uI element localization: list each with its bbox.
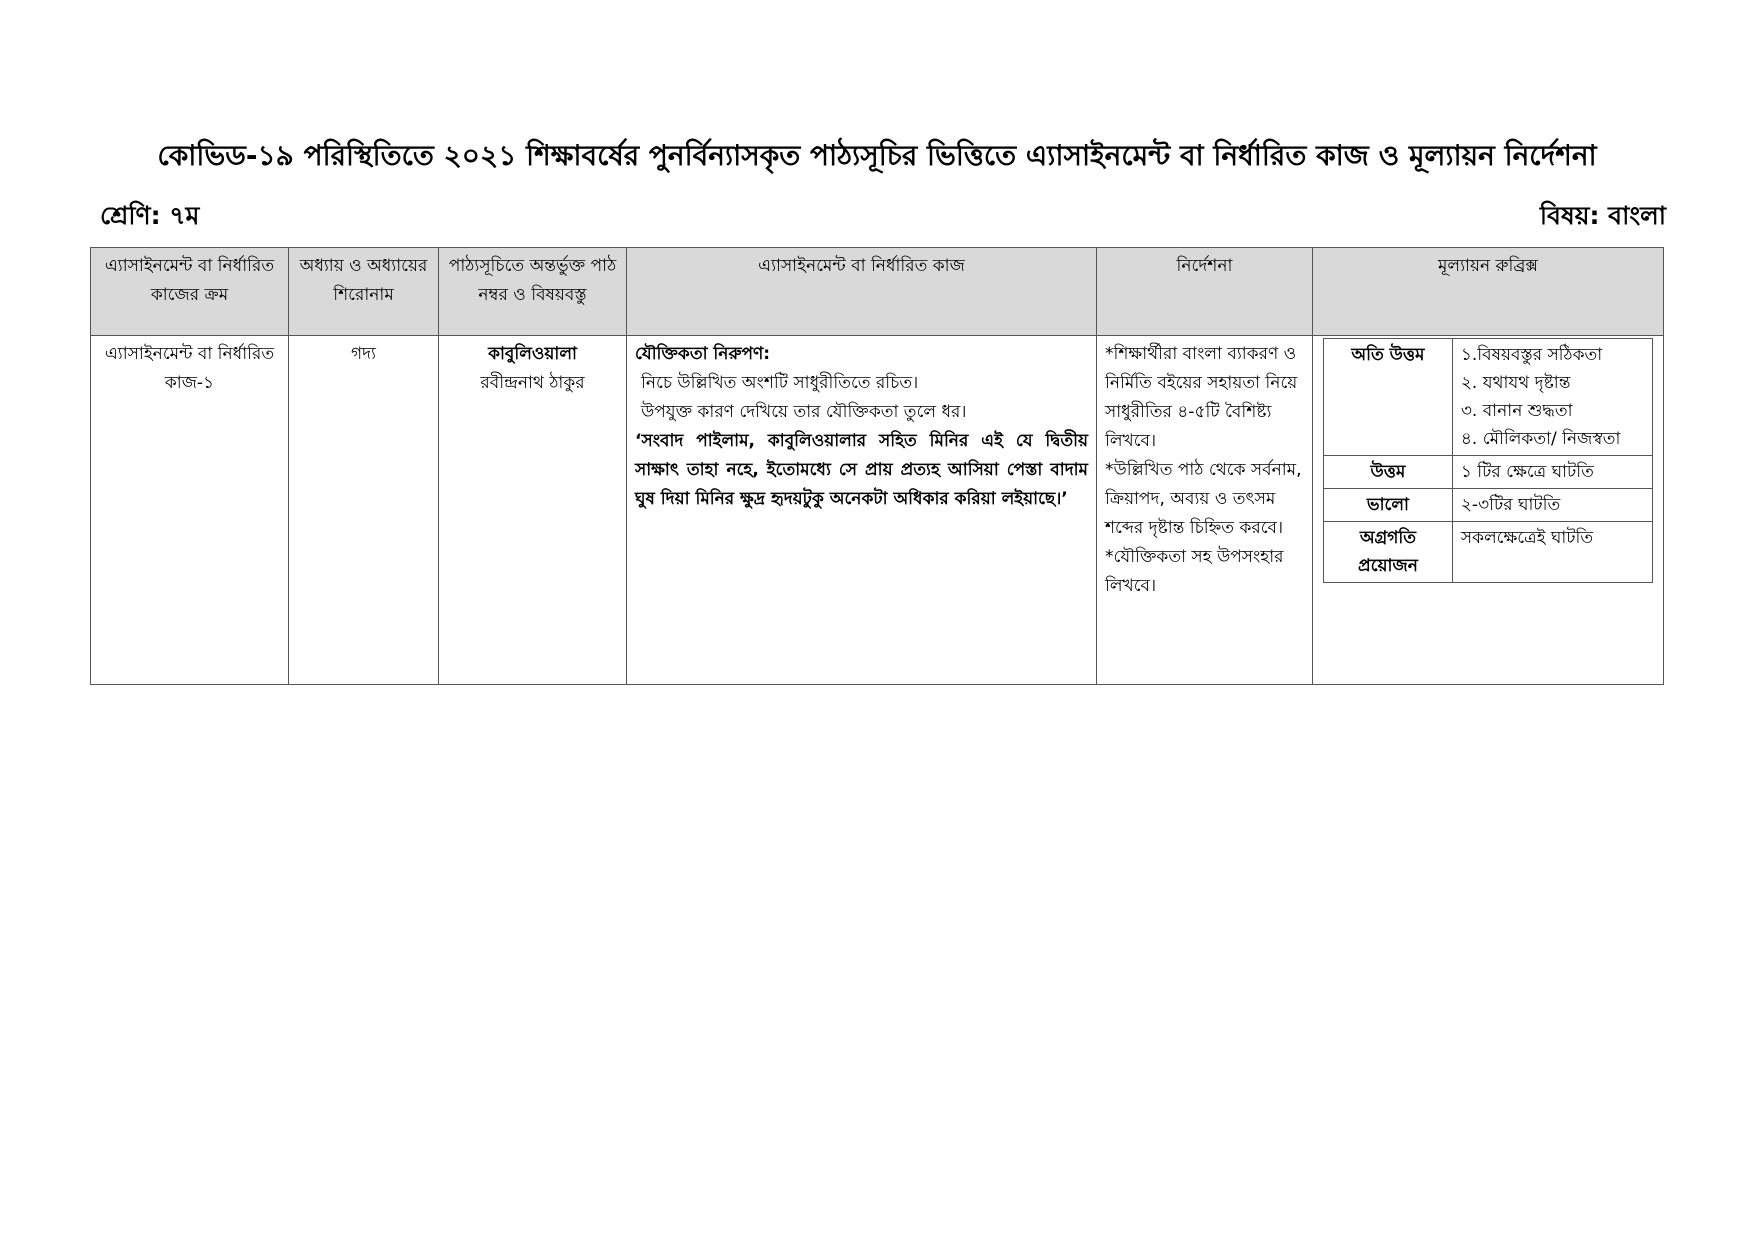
rubric-criterion: ১.বিষয়বস্তুর সঠিকতা [1460,345,1603,365]
rubric-criterion: ২-৩টির ঘাটতি [1452,489,1652,522]
rubric-level: ভালো [1324,489,1453,522]
cell-rubric [1313,336,1664,685]
header-assignment-task: এ্যাসাইনমেন্ট বা নির্ধারিত কাজ [627,248,1097,336]
rubric-row [1324,456,1653,489]
header-rubric: মূল্যায়ন রুব্রিক্স [1313,248,1664,336]
cell-task [627,336,1097,685]
subject-label: বিষয়: বাংলা [1539,201,1666,230]
document-title: কোভিড-১৯ পরিস্থিতিতে ২০২১ শিক্ষাবর্ষের পুনর্বিন্যাসকৃত পাঠ্যসূচির ভিত্তিতে এ্যাসাইনমেন্ট বা নির্ধারিত কাজ ও মূল্যায়ন নির্দেশনা [157,139,1597,172]
assignment-table [90,247,1664,685]
class-label: শ্রেণি: ৭ম [100,201,200,230]
lesson-author: রবীন্দ্রনাথ ঠাকুর [480,373,585,393]
task-quote: ‘সংবাদ পাইলাম, কাবুলিওয়ালার সহিত মিনির এই যে দ্বিতীয় সাক্ষাৎ তাহা নহে, ইতোমধ্যে সে প্রায় প্রত্যহ আসিয়া পেস্তা বাদাম ঘুষ দিয়া মিনির ক্ষুদ্র হৃদয়টুকু অনেকটা অধিকার করিয়া লইয়াছে।’ [635,431,1088,509]
rubric-criterion: সকলক্ষেত্রেই ঘাটতি [1452,522,1652,583]
rubric-row [1324,522,1653,583]
rubric-table [1323,338,1653,583]
lesson-title: কাবুলিওয়ালা [488,344,577,364]
header-lesson: পাঠ্যসূচিতে অন্তর্ভুক্ত পাঠ নম্বর ও বিষয়বস্তু [439,248,627,336]
rubric-level: উত্তম [1324,456,1453,489]
table-header-row [91,248,1664,336]
rubric-row [1324,339,1653,456]
rubric-level: অগ্রগতি প্রয়োজন [1324,522,1453,583]
rubric-level: অতি উত্তম [1324,339,1453,456]
rubric-criterion: ৩. বানান শুদ্ধতা [1460,401,1573,421]
instruction-item: *উল্লিখিত পাঠ থেকে সর্বনাম, ক্রিয়াপদ, অব্যয় ও তৎসম শব্দের দৃষ্টান্ত চিহ্নিত করবে। [1105,460,1302,538]
task-heading: যৌক্তিকতা নিরুপণ: [635,344,771,364]
task-line-2: উপযুক্ত কারণ দেখিয়ে তার যৌক্তিকতা তুলে ধর। [641,402,967,422]
rubric-criterion: ৪. মৌলিকতা/ নিজস্বতা [1460,429,1621,449]
cell-lesson [439,336,627,685]
cell-instructions [1097,336,1313,685]
rubric-criterion: ২. যথাযথ দৃষ্টান্ত [1460,373,1571,393]
task-line-1: নিচে উল্লিখিত অংশটি সাধুরীতিতে রচিত। [641,373,919,393]
instruction-item: *শিক্ষার্থীরা বাংলা ব্যাকরণ ও নির্মিতি বইয়ের সহায়তা নিয়ে সাধুরীতির ৪-৫টি বৈশিষ্ট্য লিখবে। [1105,344,1298,451]
cell-assignment-number: এ্যাসাইনমেন্ট বা নির্ধারিত কাজ-১ [91,336,289,685]
rubric-criteria [1452,339,1652,456]
cell-chapter: গদ্য [289,336,439,685]
table-row [91,336,1664,685]
header-chapter: অধ্যায় ও অধ্যায়ের শিরোনাম [289,248,439,336]
instruction-item: *যৌক্তিকতা সহ উপসংহার লিখবে। [1105,547,1284,596]
rubric-criterion: ১ টির ক্ষেত্রে ঘাটতি [1452,456,1652,489]
rubric-row [1324,489,1653,522]
header-instructions: নির্দেশনা [1097,248,1313,336]
header-assignment-order: এ্যাসাইনমেন্ট বা নির্ধারিত কাজের ক্রম [91,248,289,336]
